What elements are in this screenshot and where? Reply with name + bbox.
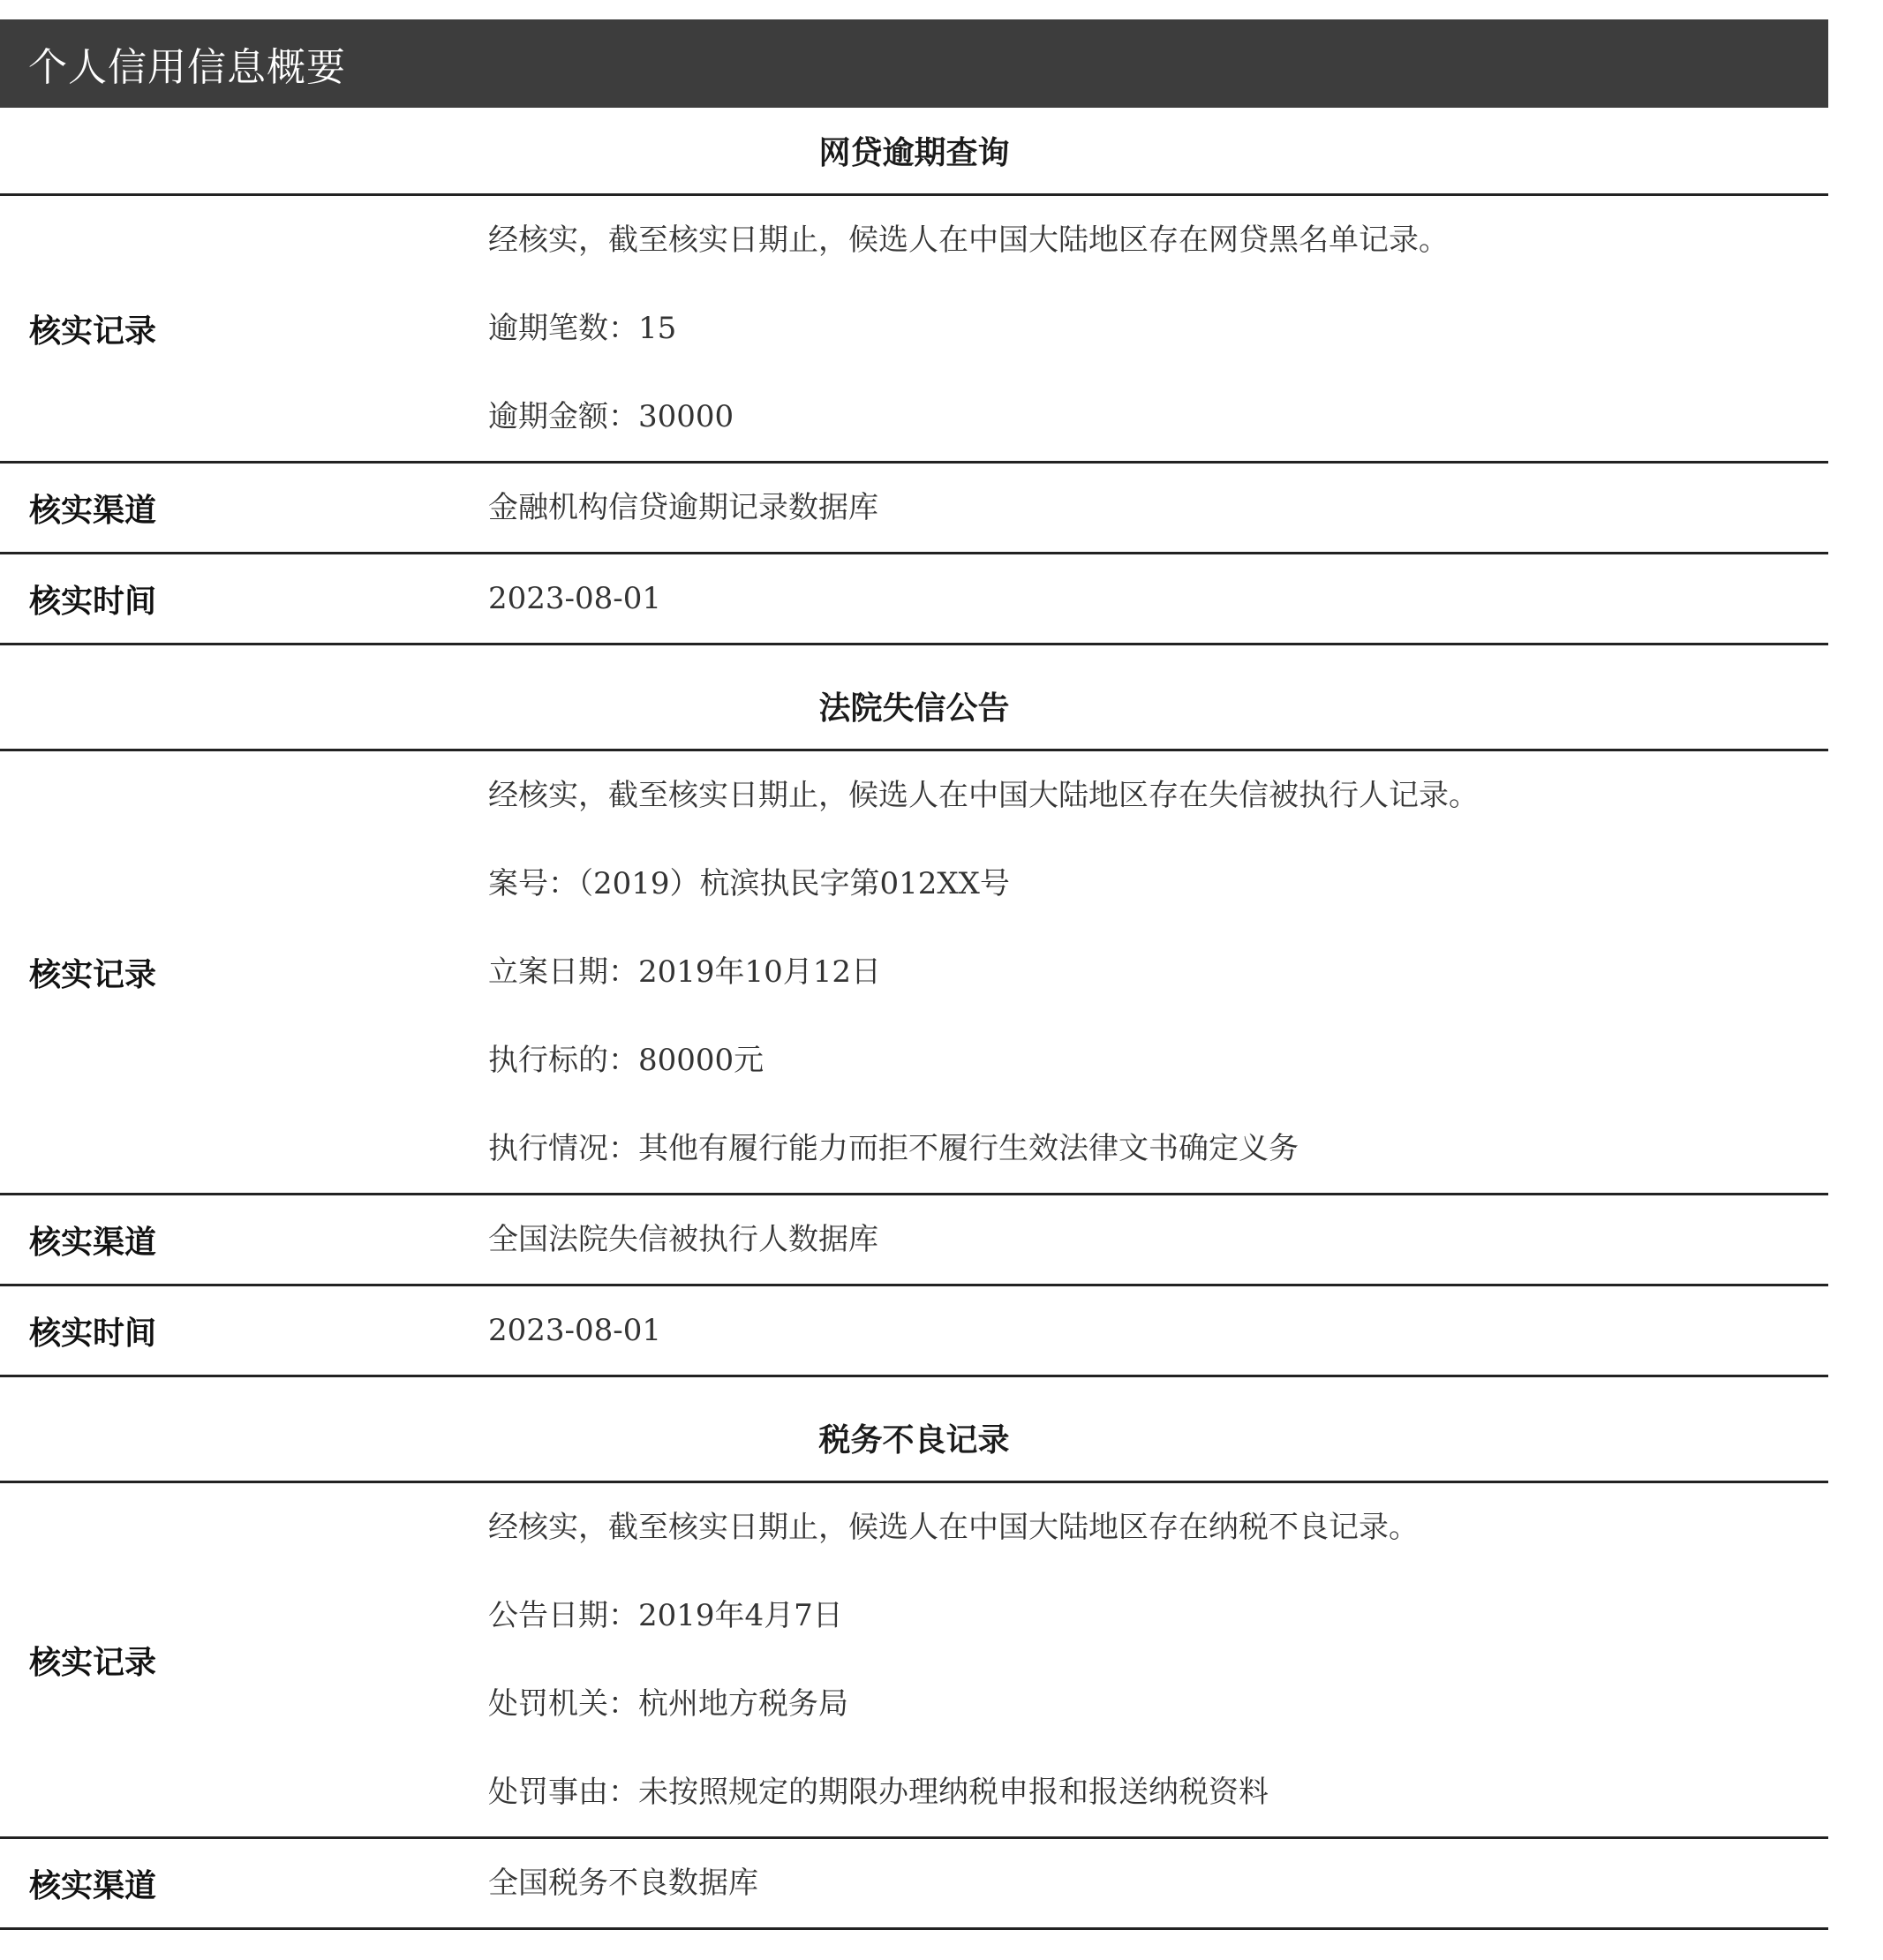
channel-value — [488, 1195, 1828, 1284]
channel-label: 核实渠道 — [29, 492, 157, 529]
section-tax-record — [0, 1395, 1828, 1930]
record-line: 经核实，截至核实日期止，候选人在中国大陆地区存在网贷黑名单记录。 — [488, 222, 1449, 258]
section-court-dishonesty — [0, 663, 1828, 1377]
channel-row — [0, 464, 1828, 554]
record-label: 核实记录 — [29, 1644, 157, 1681]
record-row — [0, 751, 1828, 1195]
section-title: 网贷逾期查询 — [0, 108, 1828, 196]
record-row — [0, 1483, 1828, 1839]
channel-value — [488, 464, 1828, 552]
record-line: 执行情况：其他有履行能力而拒不履行生效法律文书确定义务 — [488, 1131, 1299, 1166]
record-label: 核实记录 — [29, 956, 157, 993]
channel-label: 核实渠道 — [29, 1867, 157, 1904]
credit-report-page — [0, 19, 1828, 1930]
section-title: 法院失信公告 — [0, 663, 1828, 751]
channel-label: 核实渠道 — [29, 1224, 157, 1261]
record-line: 经核实，截至核实日期止，候选人在中国大陆地区存在失信被执行人记录。 — [488, 778, 1479, 813]
time-label: 核实时间 — [29, 583, 157, 620]
record-label: 核实记录 — [29, 313, 157, 350]
channel-text: 金融机构信贷逾期记录数据库 — [488, 490, 878, 525]
time-value — [488, 554, 1828, 643]
channel-row — [0, 1839, 1828, 1930]
record-line: 处罚事由：未按照规定的期限办理纳税申报和报送纳税资料 — [488, 1775, 1269, 1810]
channel-text: 全国税务不良数据库 — [488, 1866, 758, 1901]
record-value — [488, 751, 1828, 1193]
record-line: 处罚机关：杭州地方税务局 — [488, 1686, 848, 1722]
time-label: 核实时间 — [29, 1315, 157, 1352]
report-header — [0, 19, 1828, 108]
time-row — [0, 1286, 1828, 1377]
channel-text: 全国法院失信被执行人数据库 — [488, 1222, 878, 1257]
record-line: 立案日期：2019年10月12日 — [488, 954, 882, 990]
report-title: 个人信用信息概要 — [28, 45, 346, 90]
time-text: 2023-08-01 — [488, 1313, 662, 1348]
record-line: 执行标的：80000元 — [488, 1043, 764, 1078]
record-line: 案号：（2019）杭滨执民字第012XX号 — [488, 866, 1010, 901]
time-text: 2023-08-01 — [488, 581, 662, 616]
time-value — [488, 1286, 1828, 1375]
section-title: 税务不良记录 — [0, 1395, 1828, 1483]
time-row — [0, 554, 1828, 645]
section-online-loan — [0, 108, 1828, 645]
channel-value — [488, 1839, 1828, 1927]
record-value — [488, 196, 1828, 461]
record-line: 逾期金额：30000 — [488, 399, 734, 434]
channel-row — [0, 1195, 1828, 1286]
record-row — [0, 196, 1828, 464]
record-line: 逾期笔数：15 — [488, 311, 677, 346]
record-line: 公告日期：2019年4月7日 — [488, 1598, 843, 1633]
record-line: 经核实，截至核实日期止，候选人在中国大陆地区存在纳税不良记录。 — [488, 1510, 1419, 1545]
record-value — [488, 1483, 1828, 1836]
